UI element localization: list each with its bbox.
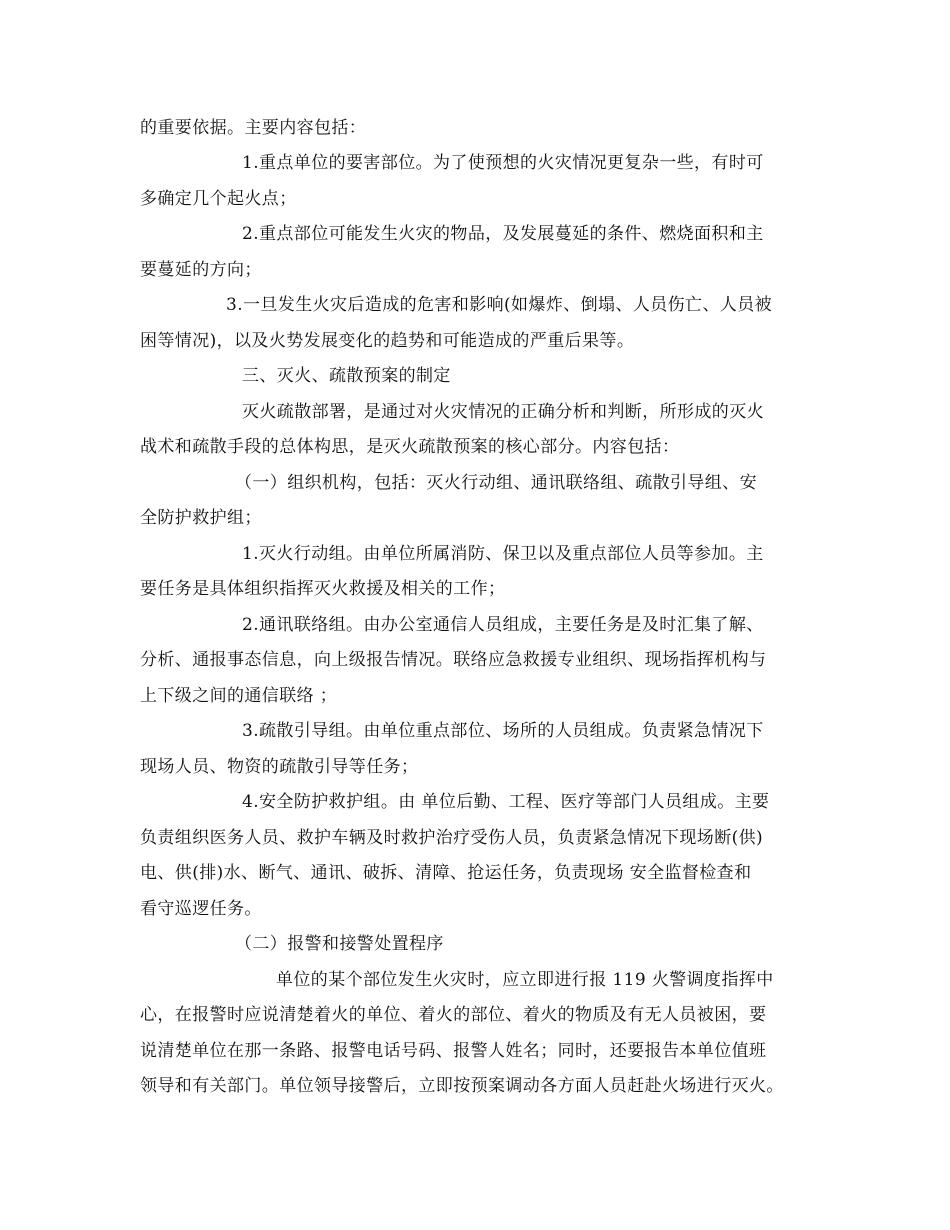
text-line-17: 上下级之间的通信联络 ； xyxy=(140,686,338,706)
text-line-6: 3.一旦发生火灾后造成的危害和影响(如爆炸、倒塌、人员伤亡、人员被 xyxy=(226,295,773,315)
text-line-26: 心，在报警时应说清楚着火的单位、着火的部位、着火的物质及有无人员被困，要 xyxy=(140,1005,767,1025)
text-line-5: 要蔓延的方向； xyxy=(140,260,262,280)
text-line-28: 领导和有关部门。单位领导接警后，立即按预案调动各方面人员赶赴火场进行灭火。 xyxy=(140,1076,784,1096)
text-line-13: 1.灭火行动组。由单位所属消防、保卫以及重点部位人员等参加。主 xyxy=(242,544,764,564)
text-line-4: 2.重点部位可能发生火灾的物品，及发展蔓延的条件、燃烧面积和主 xyxy=(242,224,764,244)
section-heading-3: 三、灭火、疏散预案的制定 xyxy=(242,366,451,386)
text-line-25: 单位的某个部位发生火灾时，应立即进行报 119 火警调度指挥中 xyxy=(276,970,774,990)
text-line-19: 现场人员、物资的疏散引导等任务； xyxy=(140,757,419,777)
subsection-heading-1: （一）组织机构，包括：灭火行动组、通讯联络组、疏散引导组、安 xyxy=(235,473,757,493)
text-line-27: 说清楚单位在那一条路、报警电话号码、报警人姓名；同时，还要报告本单位值班 xyxy=(140,1041,767,1061)
text-line-3: 多确定几个起火点； xyxy=(140,189,297,209)
text-line-16: 分析、通报事态信息，向上级报告情况。联络应急救援专业组织、现场指挥机构与 xyxy=(140,650,767,670)
text-line-12: 全防护救护组； xyxy=(140,508,262,528)
text-line-2: 1.重点单位的要害部位。为了使预想的火灾情况更复杂一些，有时可 xyxy=(242,153,764,173)
subsection-heading-2: （二）报警和接警处置程序 xyxy=(235,934,444,954)
text-line-15: 2.通讯联络组。由办公室通信人员组成，主要任务是及时汇集了解、 xyxy=(242,615,764,635)
text-line-9: 灭火疏散部署，是通过对火灾情况的正确分析和判断，所形成的灭火 xyxy=(242,402,764,422)
text-line-23: 看守巡逻任务。 xyxy=(140,899,262,919)
text-line-22: 电、供(排)水、断气、通讯、破拆、清障、抢运任务，负责现场 安全监督检查和 xyxy=(140,863,752,883)
text-line-20: 4.安全防护救护组。由 单位后勤、工程、医疗等部门人员组成。主要 xyxy=(242,792,770,812)
text-line-1: 的重要依据。主要内容包括： xyxy=(140,118,367,138)
text-line-10: 战术和疏散手段的总体构思，是灭火疏散预案的核心部分。内容包括： xyxy=(140,437,680,457)
text-line-18: 3.疏散引导组。由单位重点部位、场所的人员组成。负责紧急情况下 xyxy=(242,721,764,741)
text-line-7: 困等情况)，以及火势发展变化的趋势和可能造成的严重后果等。 xyxy=(140,331,635,351)
text-line-14: 要任务是具体组织指挥灭火救援及相关的工作； xyxy=(140,579,506,599)
text-line-21: 负责组织医务人员、救护车辆及时救护治疗受伤人员，负责紧急情况下现场断(供) xyxy=(140,828,764,848)
